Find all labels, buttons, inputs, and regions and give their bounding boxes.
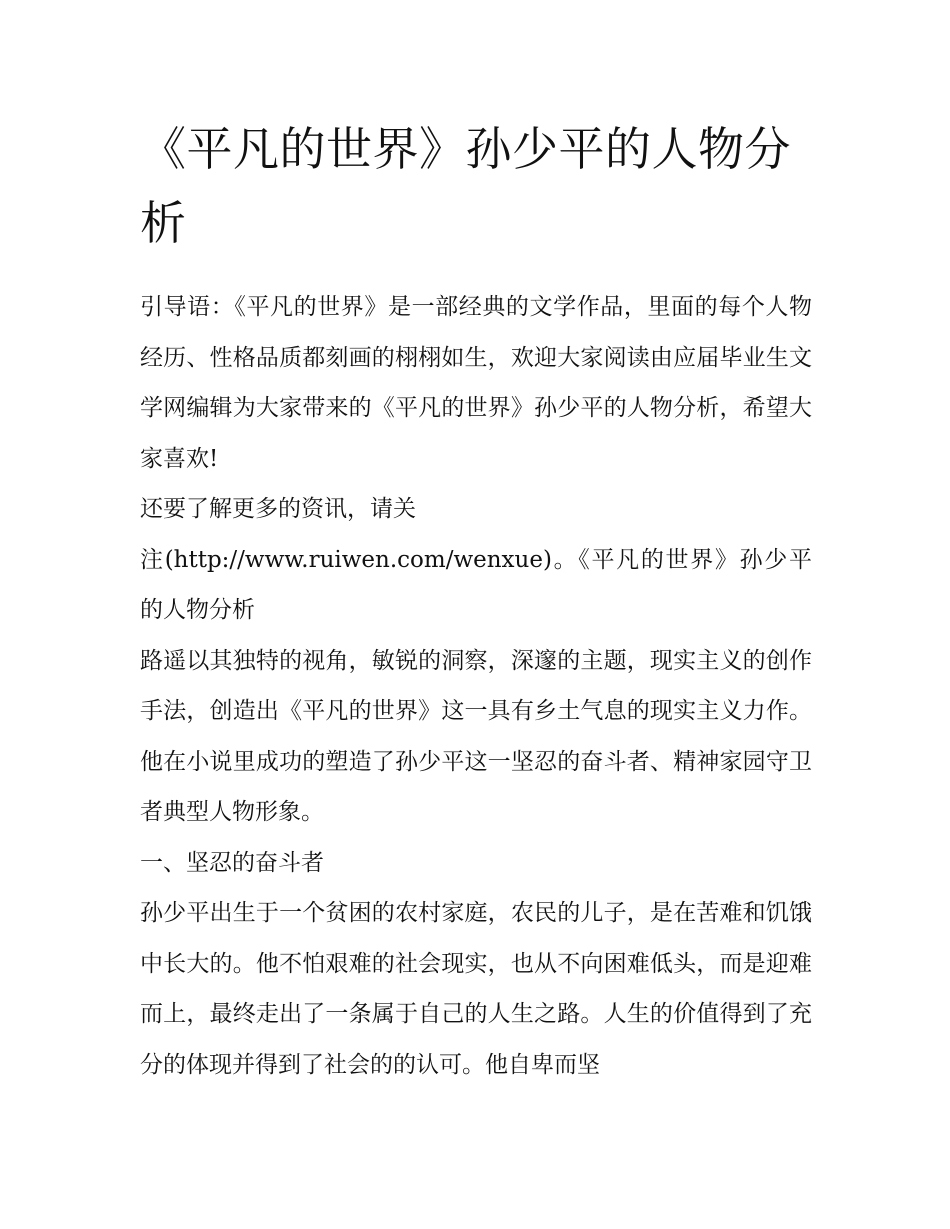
follow-notice-line: 还要了解更多的资讯，请关 [140, 496, 416, 522]
source-link-paragraph: 注(http://www.ruiwen.com/wenxue)。《平凡的世界》孙少平的人物分析 [140, 546, 812, 623]
document-page [140, 112, 812, 1090]
body-paragraph: 路遥以其独特的视角，敏锐的洞察，深邃的主题，现实主义的创作手法，创造出《平凡的世界》这一具有乡土气息的现实主义力作。他在小说里成功的塑造了孙少平这一坚忍的奋斗者、精神家园守卫者典型人物形象。 [140, 647, 812, 825]
section-heading: 一、坚忍的奋斗者 [140, 849, 324, 876]
document-title: 《平凡的世界》孙少平的人物分析 [140, 122, 791, 250]
body-paragraph: 孙少平出生于一个贫困的农村家庭，农民的儿子，是在苦难和饥饿中长大的。他不怕艰难的社会现实，也从不向困难低头，而是迎难而上，最终走出了一条属于自己的人生之路。人生的价值得到了充分的体现并得到了社会的的认可。他自卑而坚 [140, 900, 812, 1078]
intro-paragraph: 引导语：《平凡的世界》是一部经典的文学作品，里面的每个人物经历、性格品质都刻画的栩栩如生，欢迎大家阅读由应届毕业生文学网编辑为大家带来的《平凡的世界》孙少平的人物分析，希望大家喜欢! [140, 294, 812, 472]
